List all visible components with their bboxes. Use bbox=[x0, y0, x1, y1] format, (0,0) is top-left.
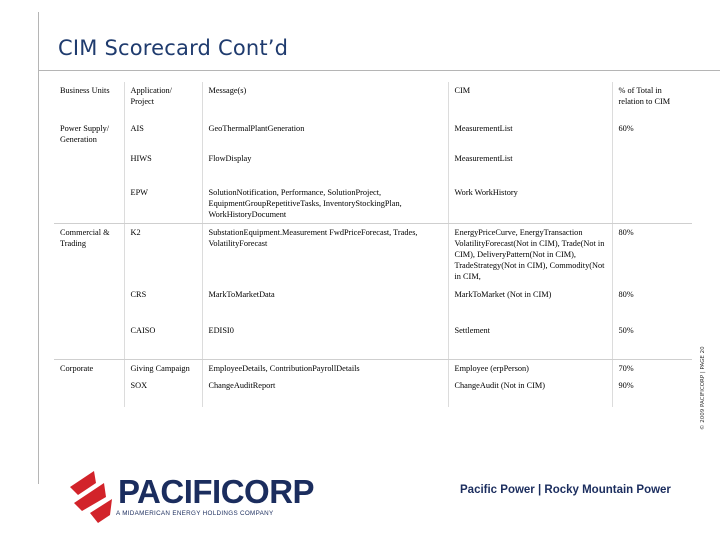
table-row bbox=[54, 377, 692, 407]
cell-application: EPW bbox=[124, 184, 202, 224]
brand-names: Pacific Power | Rocky Mountain Power bbox=[460, 484, 671, 496]
cell-percent: 50% bbox=[612, 322, 692, 360]
cell-cim: MarkToMarket (Not in CIM) bbox=[448, 286, 612, 322]
cell-cim: Settlement bbox=[448, 322, 612, 360]
cell-cim: EnergyPriceCurve, EnergyTransaction VolatilityForecast(Not in CIM), Trade(Not in CIM), DeliveryPattern(Not in CIM), TradeStrategy(Not in CIM), Commodity(Not in CIM, bbox=[448, 224, 612, 286]
cell-cim: Work WorkHistory bbox=[448, 184, 612, 224]
cell-business-unit bbox=[54, 150, 124, 184]
table-row bbox=[54, 322, 692, 360]
header-business-units: Business Units bbox=[60, 86, 110, 95]
cell-application: HIWS bbox=[124, 150, 202, 184]
cell-percent: 90% bbox=[612, 377, 692, 407]
cell-application: CAISO bbox=[124, 322, 202, 360]
cell-messages: ChangeAuditReport bbox=[202, 377, 448, 407]
table-row bbox=[54, 150, 692, 184]
cell-messages: EDISI0 bbox=[202, 322, 448, 360]
header-application: Application/ Project bbox=[124, 82, 202, 120]
cell-messages: GeoThermalPlantGeneration bbox=[202, 120, 448, 150]
cell-percent: 80% bbox=[612, 286, 692, 322]
cell-messages: SubstationEquipment.Measurement FwdPriceForecast, Trades, VolatilityForecast bbox=[202, 224, 448, 286]
cell-application: AIS bbox=[124, 120, 202, 150]
pacificorp-mark-icon bbox=[66, 467, 116, 527]
cell-percent: 60% bbox=[612, 120, 692, 150]
table-header-row bbox=[54, 82, 692, 120]
pacificorp-logo bbox=[66, 467, 315, 542]
cell-messages: SolutionNotification, Performance, SolutionProject, EquipmentGroupRepetitiveTasks, InventoryStockingPlan, WorkHistoryDocument bbox=[202, 184, 448, 224]
cell-percent: 80% bbox=[612, 224, 692, 286]
cell-application: K2 bbox=[124, 224, 202, 286]
cell-cim: ChangeAudit (Not in CIM) bbox=[448, 377, 612, 407]
cell-business-unit bbox=[54, 377, 124, 407]
cell-cim: MeasurementList bbox=[448, 120, 612, 150]
header-cim: CIM bbox=[448, 82, 612, 120]
table-row bbox=[54, 224, 692, 286]
cell-application: CRS bbox=[124, 286, 202, 322]
page-title: CIM Scorecard Cont’d bbox=[58, 36, 289, 60]
title-rule bbox=[38, 70, 720, 71]
cell-percent bbox=[612, 150, 692, 184]
cell-percent bbox=[612, 184, 692, 224]
cell-messages: EmployeeDetails, ContributionPayrollDetails bbox=[202, 360, 448, 378]
cell-application: SOX bbox=[124, 377, 202, 407]
cell-business-unit: Commercial & Trading bbox=[60, 228, 110, 248]
cell-business-unit: Power Supply/ Generation bbox=[60, 124, 110, 144]
cell-application: Giving Campaign bbox=[124, 360, 202, 378]
logo-wordmark: PACIFICORP bbox=[118, 473, 315, 510]
cell-business-unit bbox=[54, 322, 124, 360]
table-row bbox=[54, 360, 692, 378]
cell-business-unit bbox=[54, 184, 124, 224]
header-messages: Message(s) bbox=[202, 82, 448, 120]
copyright-page-note: © 2009 PACIFICORP | PAGE 20 bbox=[700, 346, 706, 430]
cell-business-unit bbox=[54, 286, 124, 322]
table-row bbox=[54, 120, 692, 150]
cell-messages: MarkToMarketData bbox=[202, 286, 448, 322]
cell-cim: MeasurementList bbox=[448, 150, 612, 184]
table-row bbox=[54, 184, 692, 224]
cell-business-unit: Corporate bbox=[60, 364, 94, 373]
cell-messages: FlowDisplay bbox=[202, 150, 448, 184]
scorecard-table bbox=[54, 82, 692, 407]
header-percent: % of Total in relation to CIM bbox=[612, 82, 692, 120]
cell-cim: Employee (erpPerson) bbox=[448, 360, 612, 378]
logo-tagline: A MIDAMERICAN ENERGY HOLDINGS COMPANY bbox=[116, 510, 274, 517]
cell-percent: 70% bbox=[612, 360, 692, 378]
left-rule bbox=[38, 12, 39, 484]
table-row bbox=[54, 286, 692, 322]
